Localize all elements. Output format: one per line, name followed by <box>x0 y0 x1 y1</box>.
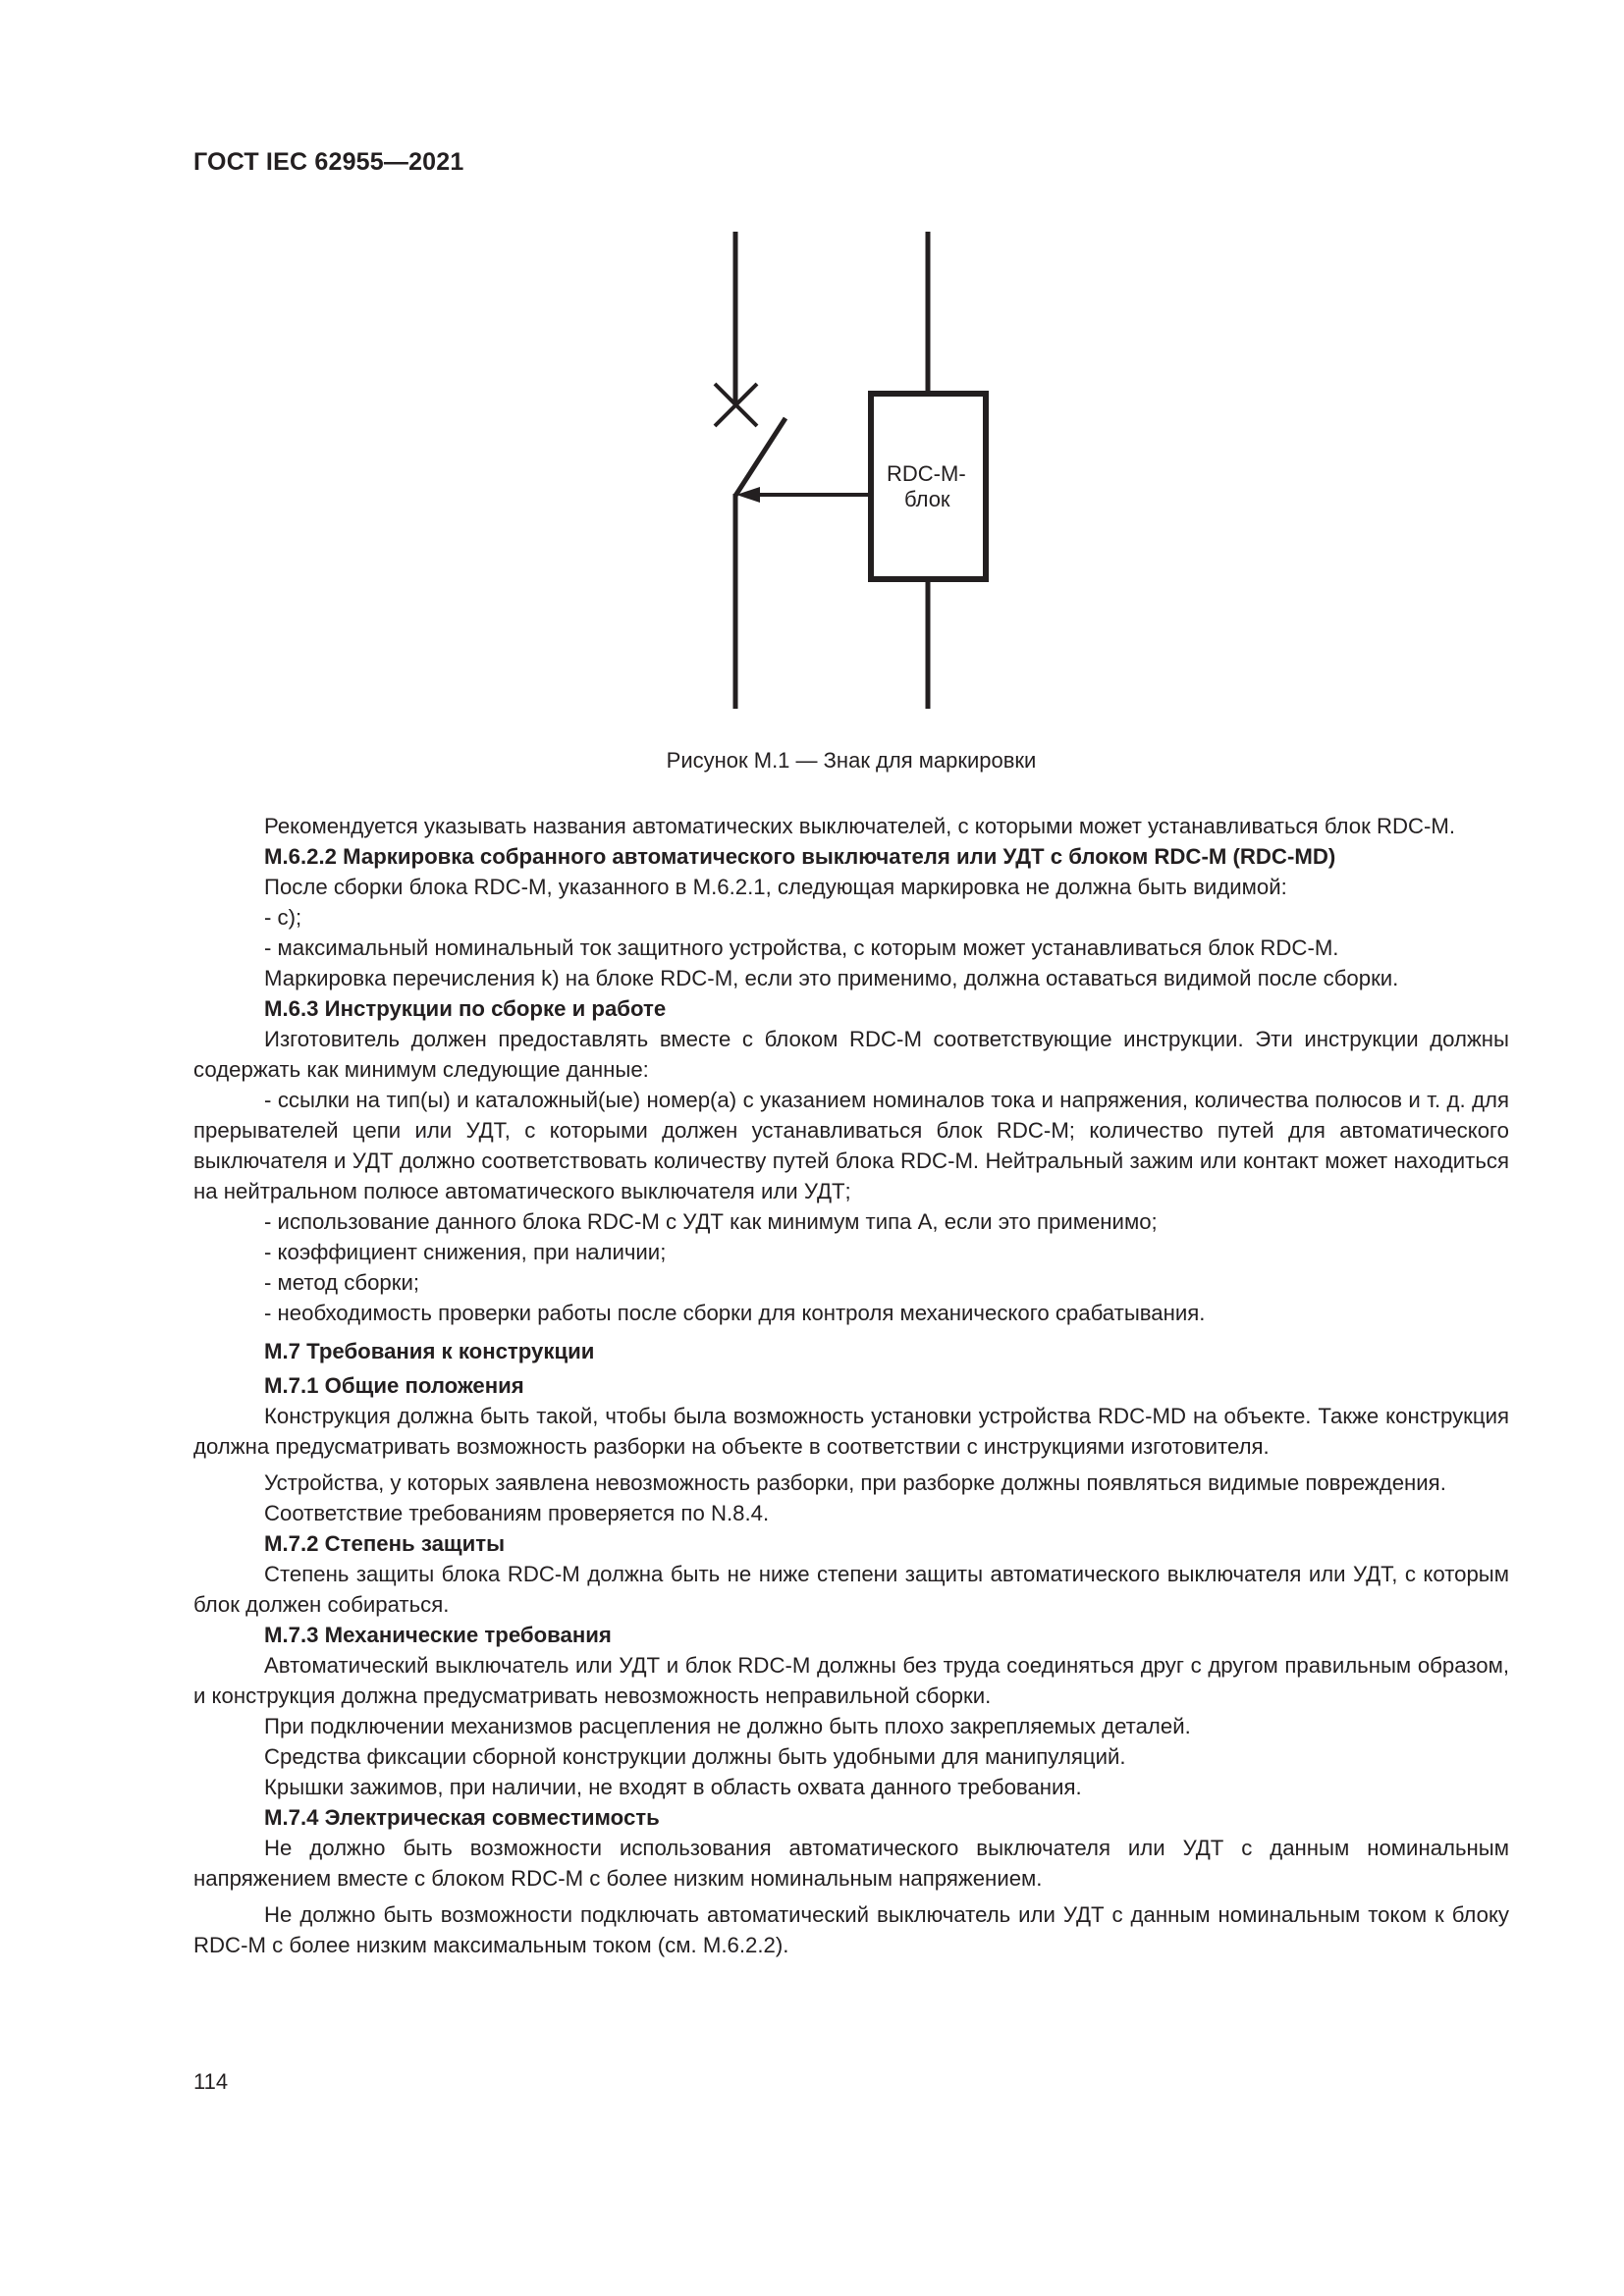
list-item: - максимальный номинальный ток защитного устройства, с которым может устанавливаться блок RDC-M. <box>264 935 1339 960</box>
page-number: 114 <box>193 2069 229 2094</box>
section-heading-m71: М.7.1 Общие положения <box>264 1373 524 1398</box>
document-body <box>193 811 1509 1960</box>
box-label-line2: блок <box>904 487 950 511</box>
section-heading-m622: М.6.2.2 Маркировка собранного автоматического выключателя или УДТ с блоком RDC-M (RDC-MD) <box>264 844 1336 869</box>
paragraph: Степень защиты блока RDC-M должна быть не ниже степени защиты автоматического выключателя или УДТ, с которым блок должен собираться. <box>193 1562 1509 1617</box>
paragraph: Не должно быть возможности использования автоматического выключателя или УДТ с данным номинальным напряжением вместе с блоком RDC-M с более низким номинальным напряжением. <box>193 1836 1509 1891</box>
paragraph: Соответствие требованиям проверяется по N.8.4. <box>264 1501 770 1525</box>
section-heading-m72: М.7.2 Степень защиты <box>264 1531 506 1556</box>
paragraph: Автоматический выключатель или УДТ и блок RDC-M должны без труда соединяться друг с другом правильным образом, и конструкция должна предусматривать невозможность неправильной сборки. <box>193 1653 1509 1708</box>
list-item: - коэффициент снижения, при наличии; <box>264 1240 667 1264</box>
list-item: - ссылки на тип(ы) и каталожный(ые) номер(а) с указанием номиналов тока и напряжения, количества полюсов и т. д. для прерывателей цепи или УДТ, с которыми должен устанавливаться блок RDC-M; количество путей для автоматического выключателя и УДТ должно соответствовать количеству путей блока RDC-M. Нейтральный зажим или контакт может находиться на нейтральном полюсе автоматического выключателя или УДТ; <box>193 1088 1509 1203</box>
box-label-line1: RDC-M- <box>887 461 966 486</box>
paragraph: Крышки зажимов, при наличии, не входят в область охвата данного требования. <box>264 1775 1082 1799</box>
paragraph: После сборки блока RDC-M, указанного в М.6.2.1, следующая маркировка не должна быть видимой: <box>264 875 1287 899</box>
paragraph: Средства фиксации сборной конструкции должны быть удобными для манипуляций. <box>264 1744 1126 1769</box>
section-heading-m63: М.6.3 Инструкции по сборке и работе <box>264 996 667 1021</box>
section-heading-m7: М.7 Требования к конструкции <box>264 1339 595 1363</box>
paragraph: Маркировка перечисления k) на блоке RDC-M, если это применимо, должна оставаться видимой после сборки. <box>264 966 1399 990</box>
figure-caption: Рисунок М.1 — Знак для маркировки <box>666 748 1037 773</box>
paragraph: Устройства, у которых заявлена невозможность разборки, при разборке должны появляться видимые повреждения. <box>264 1470 1446 1495</box>
section-heading-m74: М.7.4 Электрическая совместимость <box>264 1805 660 1830</box>
list-item: - метод сборки; <box>264 1270 420 1295</box>
document-header: ГОСТ IEC 62955—2021 <box>193 148 464 176</box>
figure-m1-diagram <box>687 216 1080 726</box>
section-heading-m73: М.7.3 Механические требования <box>264 1623 612 1647</box>
list-item: - использование данного блока RDC-M с УДТ как минимум типа А, если это применимо; <box>264 1209 1158 1234</box>
paragraph: При подключении механизмов расцепления не должно быть плохо закрепляемых деталей. <box>264 1714 1191 1738</box>
list-item: - с); <box>264 905 302 930</box>
paragraph: Рекомендуется указывать названия автоматических выключателей, с которыми может устанавливаться блок RDC-M. <box>264 814 1456 838</box>
paragraph: Конструкция должна быть такой, чтобы была возможность установки устройства RDC-MD на объекте. Также конструкция должна предусматривать возможность разборки на объекте в соответствии с инструкциями изготовителя. <box>193 1404 1509 1459</box>
list-item: - необходимость проверки работы после сборки для контроля механического срабатывания. <box>264 1301 1206 1325</box>
paragraph: Изготовитель должен предоставлять вместе с блоком RDC-M соответствующие инструкции. Эти инструкции должны содержать как минимум следующие данные: <box>193 1027 1509 1082</box>
paragraph: Не должно быть возможности подключать автоматический выключатель или УДТ с данным номинальным током к блоку RDC-M с более низким максимальным током (см. М.6.2.2). <box>193 1902 1509 1957</box>
switch-blade <box>735 418 785 496</box>
